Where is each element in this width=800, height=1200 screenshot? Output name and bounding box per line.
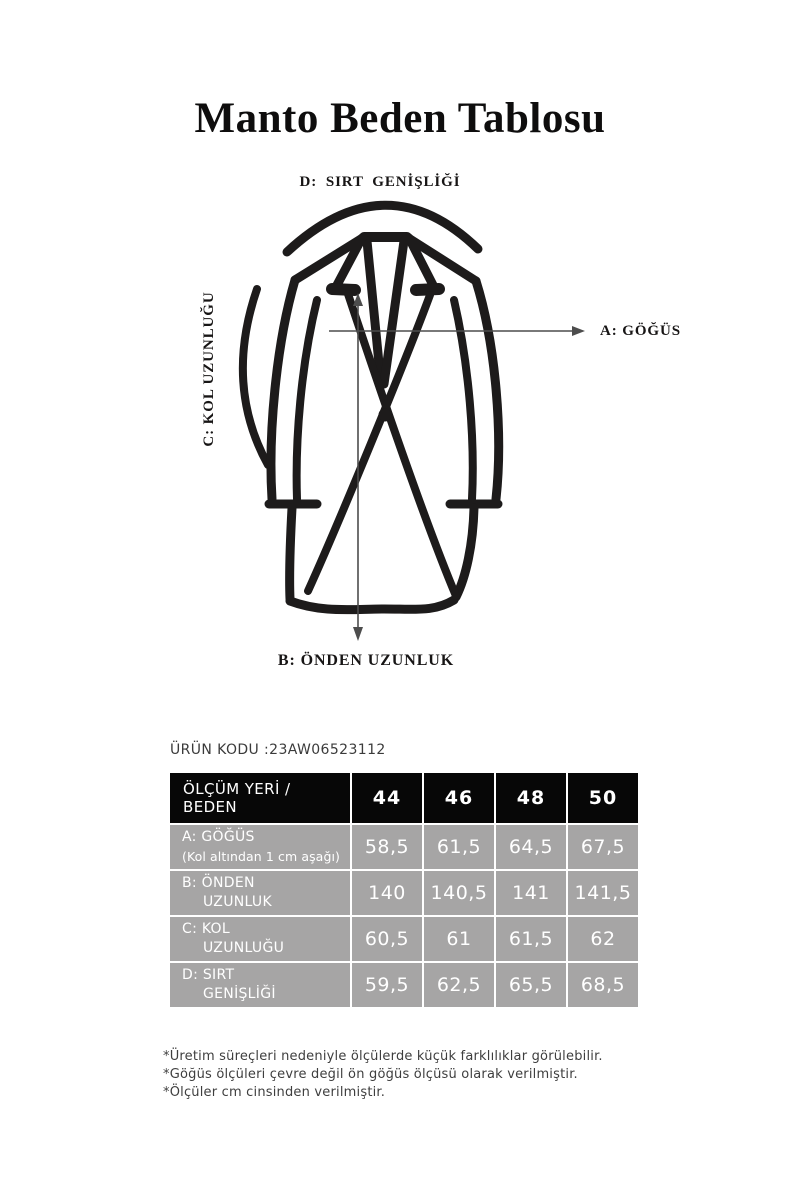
size-table bbox=[168, 771, 640, 1009]
header-size-48: 48 bbox=[496, 773, 566, 823]
chest-label: A: GÖĞÜS bbox=[600, 323, 681, 339]
measure-label-line1: D: SIRT bbox=[182, 967, 235, 983]
measure-value-cell: 60,5 bbox=[352, 917, 422, 961]
sleeve-length-label: C: KOL UZUNLUĞU bbox=[201, 291, 217, 447]
measure-value-cell: 58,5 bbox=[352, 825, 422, 869]
measure-value-cell: 61,5 bbox=[424, 825, 494, 869]
measure-value-cell: 141 bbox=[496, 871, 566, 915]
measure-value-cell: 65,5 bbox=[496, 963, 566, 1007]
measure-label-cell bbox=[170, 825, 350, 869]
table-row bbox=[170, 871, 638, 915]
measure-value-cell: 62,5 bbox=[424, 963, 494, 1007]
table-header-row bbox=[170, 773, 638, 823]
measure-label-line2: UZUNLUK bbox=[203, 894, 272, 910]
header-measure-place: ÖLÇÜM YERİ / BEDEN bbox=[170, 773, 350, 823]
measure-value-cell: 140,5 bbox=[424, 871, 494, 915]
measure-value-cell: 141,5 bbox=[568, 871, 638, 915]
table-row bbox=[170, 917, 638, 961]
measure-label-line1: A: GÖĞÜS bbox=[182, 829, 255, 845]
measure-label-line1: B: ÖNDEN bbox=[182, 875, 255, 891]
page-title: Manto Beden Tablosu bbox=[194, 95, 606, 142]
measure-label-line1: C: KOL bbox=[182, 921, 230, 937]
measure-value-cell: 61 bbox=[424, 917, 494, 961]
measure-label-cell bbox=[170, 917, 350, 961]
front-length-label: B: ÖNDEN UZUNLUK bbox=[277, 652, 455, 669]
measure-label-cell bbox=[170, 963, 350, 1007]
measure-value-cell: 140 bbox=[352, 871, 422, 915]
footnote-line: *Göğüs ölçüleri çevre değil ön göğüs ölçüsü olarak verilmiştir. bbox=[163, 1067, 578, 1082]
header-size-50: 50 bbox=[568, 773, 638, 823]
coat-diagram bbox=[150, 170, 700, 690]
footnote-line: *Üretim süreçleri nedeniyle ölçülerde küçük farklılıklar görülebilir. bbox=[163, 1049, 603, 1064]
table-row bbox=[170, 963, 638, 1007]
measure-label-line2: GENİŞLİĞİ bbox=[203, 986, 276, 1002]
measure-value-cell: 68,5 bbox=[568, 963, 638, 1007]
table-row bbox=[170, 825, 638, 869]
measure-label-line2: UZUNLUĞU bbox=[203, 940, 285, 956]
back-width-label: D: SIRT GENİŞLİĞİ bbox=[299, 174, 461, 190]
measure-value-cell: 59,5 bbox=[352, 963, 422, 1007]
header-size-46: 46 bbox=[424, 773, 494, 823]
product-code: ÜRÜN KODU :23AW06523112 bbox=[170, 742, 386, 758]
measure-label-line2: (Kol altından 1 cm aşağı) bbox=[182, 849, 341, 864]
measure-value-cell: 62 bbox=[568, 917, 638, 961]
header-size-44: 44 bbox=[352, 773, 422, 823]
footnote-line: *Ölçüler cm cinsinden verilmiştir. bbox=[163, 1085, 386, 1100]
measure-value-cell: 61,5 bbox=[496, 917, 566, 961]
measure-label-cell bbox=[170, 871, 350, 915]
measure-value-cell: 64,5 bbox=[496, 825, 566, 869]
size-table-body bbox=[170, 825, 638, 1007]
footnotes bbox=[163, 1048, 603, 1102]
coat-outline-icon bbox=[243, 205, 499, 609]
measure-value-cell: 67,5 bbox=[568, 825, 638, 869]
